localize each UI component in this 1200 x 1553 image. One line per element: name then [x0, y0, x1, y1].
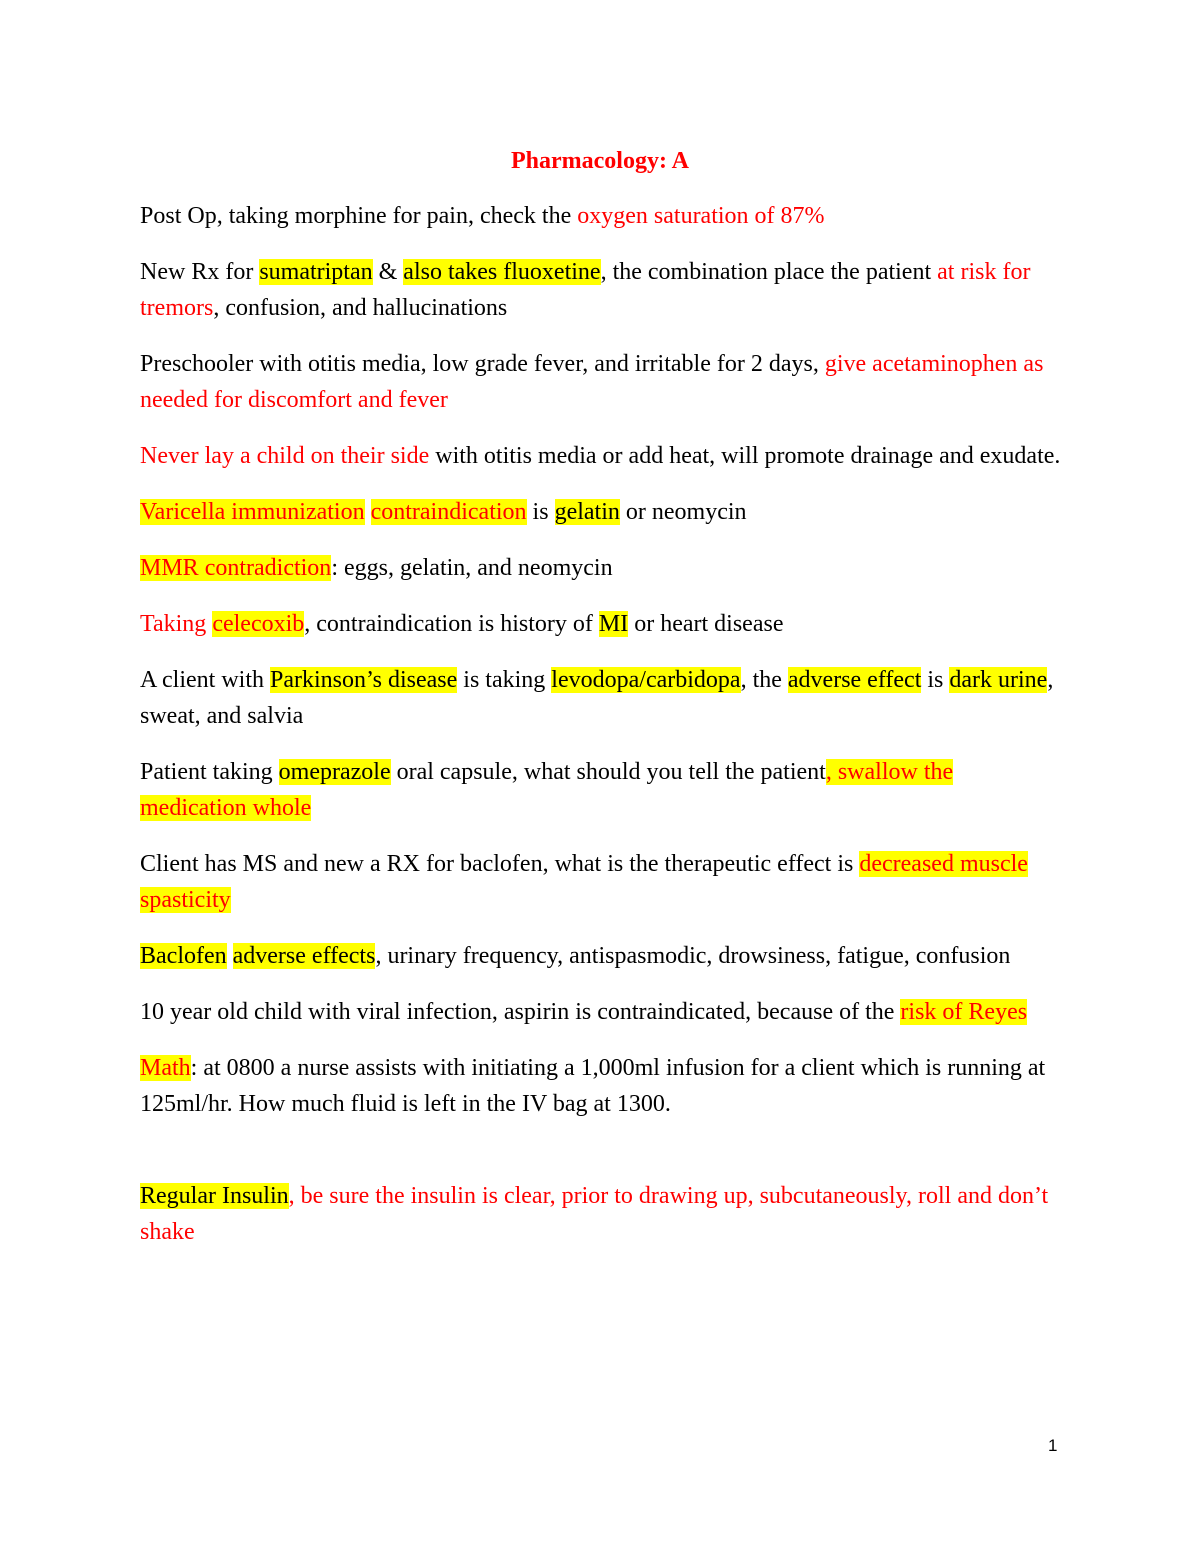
note-paragraph — [140, 198, 1065, 234]
highlighted-text: sumatriptan — [259, 259, 373, 285]
highlighted-text: omeprazole — [278, 759, 391, 785]
highlighted-text: Parkinson’s disease — [269, 667, 458, 693]
note-paragraph — [140, 994, 1065, 1030]
body-text: with otitis media or add heat, will promote drainage and exudate. — [429, 443, 1061, 469]
emphasis-text: Taking — [140, 611, 213, 637]
highlighted-text: dark urine — [949, 667, 1048, 693]
note-paragraph — [140, 938, 1065, 974]
body-text: Post Op, taking morphine for pain, check the — [140, 203, 578, 229]
body-text: , the — [740, 667, 788, 693]
note-paragraph — [140, 550, 1065, 586]
body-text: Patient taking — [140, 759, 279, 785]
body-text — [365, 499, 371, 525]
note-paragraph — [140, 494, 1065, 530]
body-text: is taking — [457, 667, 552, 693]
highlighted-text: levodopa/carbidopa — [551, 667, 741, 693]
highlighted-text: gelatin — [554, 499, 620, 525]
body-text: , contraindication is history of — [304, 611, 599, 637]
highlighted-text: contraindication — [370, 499, 527, 525]
note-paragraph — [140, 254, 1065, 326]
body-text: : at 0800 a nurse assists with initiating a 1,000ml infusion for a client which is running at 125ml/hr. How much fluid is left in the IV bag at 1300. — [140, 1055, 1046, 1117]
note-paragraph — [140, 754, 1065, 826]
body-text: or heart disease — [628, 611, 784, 637]
note-paragraph — [140, 606, 1065, 642]
emphasis-text: , be sure the insulin is clear, prior to drawing up, subcutaneously, roll and don’t shake — [140, 1183, 1049, 1245]
body-text: or neomycin — [619, 499, 747, 525]
note-paragraph — [140, 662, 1065, 734]
highlighted-text: Math — [140, 1055, 191, 1081]
body-text: , urinary frequency, antispasmodic, drowsiness, fatigue, confusion — [375, 943, 1011, 969]
note-paragraph — [140, 438, 1065, 474]
body-text: is — [921, 667, 950, 693]
document-body — [140, 198, 1065, 1270]
highlighted-text: Baclofen — [140, 943, 227, 969]
highlighted-text: celecoxib — [212, 611, 305, 637]
body-text: Client has MS and new a RX for baclofen, what is the therapeutic effect is — [140, 851, 860, 877]
body-text: & — [372, 259, 404, 285]
body-text: , sweat, and salvia — [140, 667, 1054, 729]
highlighted-text: MI — [598, 611, 629, 637]
note-paragraph — [140, 1050, 1065, 1122]
body-text: oral capsule, what should you tell the patient — [390, 759, 826, 785]
highlighted-text: adverse effects — [232, 943, 376, 969]
highlighted-text: Varicella immunization — [140, 499, 365, 525]
emphasis-text: oxygen saturation of 87% — [577, 203, 825, 229]
note-paragraph — [140, 846, 1065, 918]
highlighted-text: risk of Reyes — [900, 999, 1028, 1025]
highlighted-text: MMR contradiction — [140, 555, 332, 581]
page-title: Pharmacology: A — [511, 148, 689, 174]
highlighted-text: also takes fluoxetine — [403, 259, 601, 285]
highlighted-text: Regular Insulin — [140, 1183, 289, 1209]
body-text — [227, 943, 233, 969]
body-text: 10 year old child with viral infection, aspirin is contraindicated, because of the — [140, 999, 901, 1025]
body-text: : eggs, gelatin, and neomycin — [331, 555, 613, 581]
body-text: , the combination place the patient — [600, 259, 938, 285]
note-paragraph — [140, 1178, 1065, 1250]
note-paragraph — [140, 346, 1065, 418]
body-text: , confusion, and hallucinations — [213, 295, 508, 321]
highlighted-text: , swallow the medication whole — [140, 759, 954, 821]
body-text: New Rx for — [140, 259, 260, 285]
highlighted-text: adverse effect — [787, 667, 922, 693]
body-text: A client with — [140, 667, 270, 693]
emphasis-text: give acetaminophen as needed for discomfort and fever — [140, 351, 1044, 413]
highlighted-text: decreased muscle spasticity — [140, 851, 1028, 913]
page-number: 1 — [1048, 1436, 1058, 1455]
body-text: Preschooler with otitis media, low grade fever, and irritable for 2 days, — [140, 351, 825, 377]
body-text: is — [526, 499, 555, 525]
emphasis-text: Never lay a child on their side — [140, 443, 430, 469]
emphasis-text: at risk for tremors — [140, 259, 1031, 321]
